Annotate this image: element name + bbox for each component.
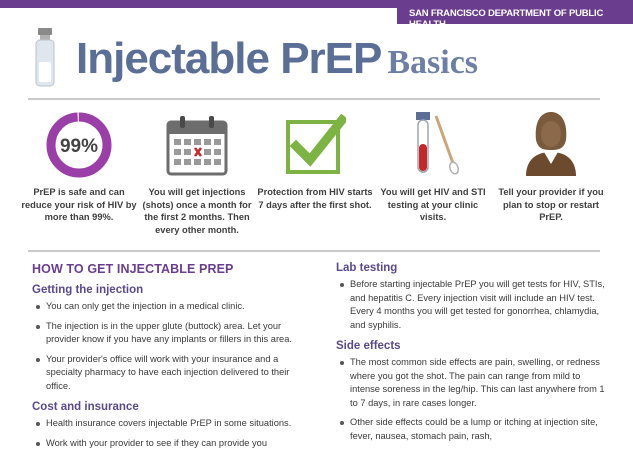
list-item: The injection is in the upper glute (buttock) area. Let your provider know if you have any implants or fillers in this area.	[32, 320, 312, 347]
calendar-icon	[166, 114, 228, 181]
bullet-list	[336, 278, 606, 332]
agency-banner: SAN FRANCISCO DEPARTMENT OF PUBLIC HEALTH	[397, 0, 633, 24]
bullet-list	[32, 300, 312, 393]
page-header	[28, 24, 608, 96]
left-column	[32, 262, 312, 456]
divider-middle	[28, 250, 600, 252]
list-item: You can only get the injection in a medical clinic.	[32, 300, 312, 314]
section-title: Lab testing	[336, 262, 398, 274]
fact-text: PrEP is safe and can reduce your risk of HIV by more than 99%.	[21, 187, 137, 222]
vial-icon	[34, 28, 56, 88]
fact-text: You will get HIV and STI testing at your clinic visits.	[380, 187, 486, 222]
bullet-list	[32, 417, 312, 450]
list-item: Other side effects could be a lump or itching at injection site, fever, nausea, stomach pain, rash,	[336, 416, 606, 443]
right-column	[336, 262, 606, 449]
checkmark-icon	[284, 114, 346, 181]
page-title	[76, 34, 478, 88]
percent-ring-icon	[46, 112, 112, 183]
list-item: Health insurance covers injectable PrEP in some situations.	[32, 417, 312, 431]
icon-row	[20, 108, 610, 238]
how-to-heading: HOW TO GET INJECTABLE PREP	[32, 262, 234, 276]
fact-text: Tell your provider if you plan to stop or restart PrEP.	[498, 187, 604, 222]
list-item: Your provider's office will work with your insurance and a specialty pharmacy to have each injection delivered to their office.	[32, 353, 312, 394]
divider-top	[28, 98, 600, 100]
percent-ring-chart	[46, 112, 112, 178]
fact-text: You will get injections (shots) once a month for the first 2 months. Then every other month.	[142, 187, 252, 235]
fact-text: Protection from HIV starts 7 days after the first shot.	[257, 187, 373, 210]
test-tube-swab-icon	[402, 110, 464, 183]
list-item: Work with your provider to see if they can provide you	[32, 437, 312, 451]
section-title: Cost and insurance	[32, 401, 139, 413]
list-item: Before starting injectable PrEP you will get tests for HIV, STIs, and hepatitis C. Every injection visit will include an HIV test. Every 4 months you will get tested for gonorrhea, chlamydia, and syphilis.	[336, 278, 606, 332]
person-icon	[520, 110, 582, 183]
section-title: Side effects	[336, 340, 401, 352]
percent-value: 99%	[59, 136, 99, 157]
section-title: Getting the injection	[32, 284, 144, 296]
title-main: Injectable PrEP	[76, 34, 382, 83]
list-item: The most common side effects are pain, swelling, or redness where you got the shot. The pain can range from mild to intense soreness in the leg/hip. This can last anywhere from 1 to 7 days, in rare cases longer.	[336, 356, 606, 410]
bullet-list	[336, 356, 606, 443]
title-sub: Basics	[387, 44, 479, 81]
